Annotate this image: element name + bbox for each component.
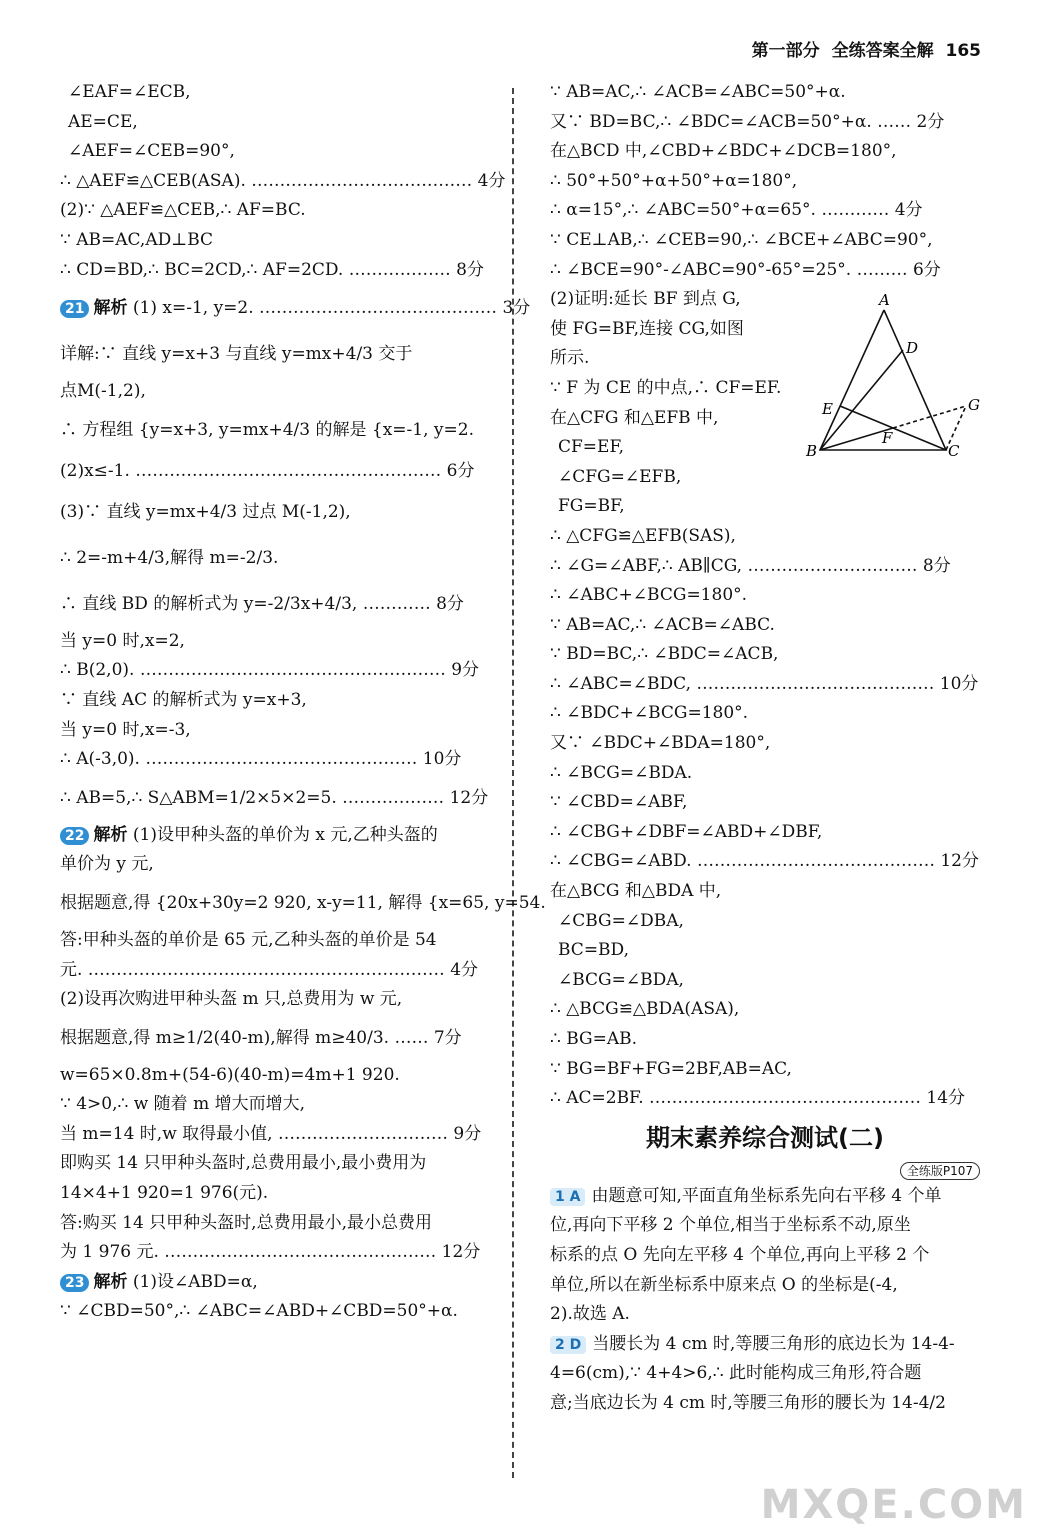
text-line: ∴ ∠BCG=∠BDA.: [550, 762, 693, 783]
page-header: [746, 36, 981, 61]
question-22-row: [60, 821, 490, 851]
text-line: (1)设甲种头盔的单价为 x 元,乙种头盔的: [132, 824, 438, 845]
text-line: ∴ AB=5,∴ S△ABM=1/2×5×2=5. ……………… 12分: [60, 787, 489, 808]
text-line: ∴ AC=2BF. ………………………………………… 14分: [550, 1088, 966, 1109]
point-label-c: C: [948, 442, 960, 460]
text-line: (2)设再次购进甲种头盔 m 只,总费用为 w 元,: [60, 989, 403, 1010]
text-line: ∴ ∠ABC=∠BDC, …………………………………… 10分: [550, 673, 979, 694]
tag-row: [550, 1162, 980, 1182]
text-line: ∴ ∠CBG+∠DBF=∠ABD+∠DBF,: [550, 821, 823, 842]
text-line: ∵ BG=BF+FG=2BF,AB=AC,: [550, 1058, 792, 1079]
geometry-figure: [800, 290, 990, 460]
text-line: ∴ α=15°,∴ ∠ABC=50°+α=65°. ………… 4分: [550, 200, 923, 221]
text-line: ∴ 方程组 {y=x+3, y=mx+4/3 的解是 {x=-1, y=2.: [60, 419, 474, 440]
text-line: 根据题意,得 m≥1/2(40-m),解得 m≥40/3. …… 7分: [60, 1027, 462, 1048]
text-line: (1)设∠ABD=α,: [132, 1271, 258, 1292]
text-line: ∵ 4>0,∴ w 随着 m 增大而增大,: [60, 1094, 306, 1115]
text-line: 为 1 976 元. ………………………………………… 12分: [60, 1242, 481, 1263]
text-line: 2).故选 A.: [550, 1304, 630, 1325]
text-line: 标系的点 O 先向左平移 4 个单位,再向上平移 2 个: [550, 1244, 930, 1265]
answer-1-row: [550, 1182, 980, 1212]
text-line: (3)∵ 直线 y=mx+4/3 过点 M(-1,2),: [60, 501, 351, 522]
answer-badge: [550, 1188, 585, 1206]
page-number: 165: [945, 41, 981, 61]
point-label-a: A: [879, 291, 890, 309]
question-number-badge: 22: [60, 827, 89, 845]
point-label-g: G: [968, 396, 980, 414]
text-line: ∴ B(2,0). ……………………………………………… 9分: [60, 660, 480, 681]
text-line: FG=BF,: [558, 496, 625, 517]
text-line: ∵ ∠CBD=∠ABF,: [550, 792, 688, 813]
part-label: 第一部分: [751, 41, 820, 61]
text-line: CF=EF,: [558, 437, 625, 458]
answer-2-row: [550, 1330, 980, 1360]
text-line: (2)x≤-1. ……………………………………………… 6分: [60, 460, 475, 481]
text-line: 在△CFG 和△EFB 中,: [550, 407, 719, 428]
text-line: 根据题意,得 {20x+30y=2 920, x-y=11, 解得 {x=65, y=54.: [60, 892, 546, 913]
text-line: ∴ 50°+50°+α+50°+α=180°,: [550, 170, 798, 191]
segment-fg: [893, 406, 966, 428]
text-line: 在△BCD 中,∠CBD+∠BDC+∠DCB=180°,: [550, 141, 897, 162]
text-line: ∴ △CFG≌△EFB(SAS),: [550, 525, 736, 546]
text-line: ∵ F 为 CE 的中点,∴ CF=EF.: [550, 377, 782, 398]
answer-number: 1: [555, 1188, 565, 1205]
text-line: BC=BD,: [558, 940, 629, 961]
text-line: 当 m=14 时,w 取得最小值, ………………………… 9分: [60, 1123, 482, 1144]
text-line: (2)证明:延长 BF 到点 G,: [550, 289, 741, 310]
section-title: 期末素养综合测试(二): [646, 1123, 884, 1152]
text-line: ∵ BD=BC,∴ ∠BDC=∠ACB,: [550, 644, 779, 665]
point-label-d: D: [906, 339, 919, 357]
text-line: 位,再向下平移 2 个单位,相当于坐标系不动,原坐: [550, 1215, 911, 1236]
text-line: (2)∵ △AEF≌△CEB,∴ AF=BC.: [60, 200, 306, 221]
text-line: 又∵ ∠BDC+∠BDA=180°,: [550, 733, 771, 754]
question-21-row: [60, 285, 531, 331]
point-label-e: E: [822, 400, 833, 418]
text-line: ∴ ∠CBG=∠ABD. …………………………………… 12分: [550, 851, 979, 872]
text-line: 当 y=0 时,x=2,: [60, 630, 185, 651]
text-line: ∴ BG=AB.: [550, 1029, 638, 1049]
column-divider: [512, 88, 514, 1478]
text-line: 点M(-1,2),: [60, 381, 146, 402]
text-line: ∵ AB=AC,∴ ∠ACB=∠ABC.: [550, 614, 775, 635]
text-line: ∴ CD=BD,∴ BC=2CD,∴ AF=2CD. ……………… 8分: [60, 259, 484, 280]
question-23-row: [60, 1268, 490, 1298]
text-line: ∵ ∠CBD=50°,∴ ∠ABC=∠ABD+∠CBD=50°+α.: [60, 1301, 458, 1322]
answer-number: 2: [555, 1336, 565, 1353]
text-line: 在△BCG 和△BDA 中,: [550, 881, 722, 902]
text-line: 所示.: [550, 348, 590, 369]
text-line: ∴ ∠G=∠ABF,∴ AB∥CG, ………………………… 8分: [550, 555, 951, 576]
text-line: 使 FG=BF,连接 CG,如图: [550, 318, 744, 339]
text-line: 详解:∵ 直线 y=x+3 与直线 y=mx+4/3 交于: [60, 344, 413, 365]
text-line: 单价为 y 元,: [60, 854, 154, 875]
text-line: ∵ 直线 AC 的解析式为 y=x+3,: [60, 689, 307, 710]
edition-tag: 全练版P107: [900, 1162, 980, 1180]
text-line: ∴ ∠ABC+∠BCG=180°.: [550, 585, 748, 606]
text-line: ∠CBG=∠DBA,: [558, 910, 684, 931]
question-number-badge: 23: [60, 1274, 89, 1292]
text-line: 又∵ BD=BC,∴ ∠BDC=∠ACB=50°+α. …… 2分: [550, 111, 945, 132]
analysis-label: 解析: [93, 298, 128, 319]
text-line: ∠BCG=∠BDA,: [558, 969, 684, 990]
text-line: ∠AEF=∠CEB=90°,: [68, 141, 235, 162]
question-number-badge: 21: [60, 300, 89, 318]
text-line: ∴ △BCG≌△BDA(ASA),: [550, 999, 740, 1020]
left-column: [60, 78, 546, 1327]
text-line: ∵ AB=AC,∴ ∠ACB=∠ABC=50°+α.: [550, 82, 846, 102]
text-line: AE=CE,: [68, 111, 138, 132]
text-line: 即购买 14 只甲种头盔时,总费用最小,最小费用为: [60, 1153, 427, 1174]
text-line: ∴ 直线 BD 的解析式为 y=-2/3x+4/3, ………… 8分: [60, 593, 464, 614]
text-line: ∠CFG=∠EFB,: [558, 466, 682, 487]
analysis-label: 解析: [93, 1271, 128, 1292]
text-line: 当腰长为 4 cm 时,等腰三角形的底边长为 14-4-: [592, 1333, 955, 1354]
text-line: ∵ CE⊥AB,∴ ∠CEB=90,∴ ∠BCE+∠ABC=90°,: [550, 229, 933, 250]
text-line: 答:购买 14 只甲种头盔时,总费用最小,最小总费用: [60, 1212, 432, 1233]
watermark: MXQE.COM: [760, 1482, 1027, 1528]
text-line: ∵ AB=AC,AD⊥BC: [60, 229, 214, 250]
point-label-b: B: [806, 442, 818, 460]
text-line: 由题意可知,平面直角坐标系先向右平移 4 个单: [591, 1185, 942, 1206]
text-line: ∴ A(-3,0). ………………………………………… 10分: [60, 749, 462, 770]
text-line: 4=6(cm),∵ 4+4>6,∴ 此时能构成三角形,符合题: [550, 1363, 922, 1384]
text-line: w=65×0.8m+(54-6)(40-m)=4m+1 920.: [60, 1064, 400, 1085]
text-line: 答:甲种头盔的单价是 65 元,乙种头盔的单价是 54: [60, 929, 437, 950]
point-label-f: F: [882, 429, 893, 447]
text-line: ∴ △AEF≌△CEB(ASA). ………………………………… 4分: [60, 170, 506, 191]
text-line: ∴ ∠BCE=90°-∠ABC=90°-65°=25°. ……… 6分: [550, 259, 941, 280]
text-line: 当 y=0 时,x=-3,: [60, 719, 191, 740]
section-label: 全练答案全解: [831, 41, 934, 61]
answer-choice: A: [569, 1188, 581, 1205]
text-line: 单位,所以在新坐标系中原来点 O 的坐标是(-4,: [550, 1274, 898, 1295]
text-line: 元. ……………………………………………………… 4分: [60, 959, 479, 980]
text-line: ∴ ∠BDC+∠BCG=180°.: [550, 703, 749, 724]
answer-badge: [550, 1336, 586, 1354]
text-line: 意;当底边长为 4 cm 时,等腰三角形的腰长为 14-4/2: [550, 1392, 946, 1413]
analysis-label: 解析: [93, 824, 128, 845]
text-line: ∠EAF=∠ECB,: [68, 82, 191, 102]
text-line: (1) x=-1, y=2. …………………………………… 3分: [132, 298, 531, 319]
right-column: [550, 78, 980, 1419]
text-line: 14×4+1 920=1 976(元).: [60, 1183, 269, 1204]
answer-choice: D: [569, 1336, 582, 1353]
text-line: ∴ 2=-m+4/3,解得 m=-2/3.: [60, 547, 279, 568]
